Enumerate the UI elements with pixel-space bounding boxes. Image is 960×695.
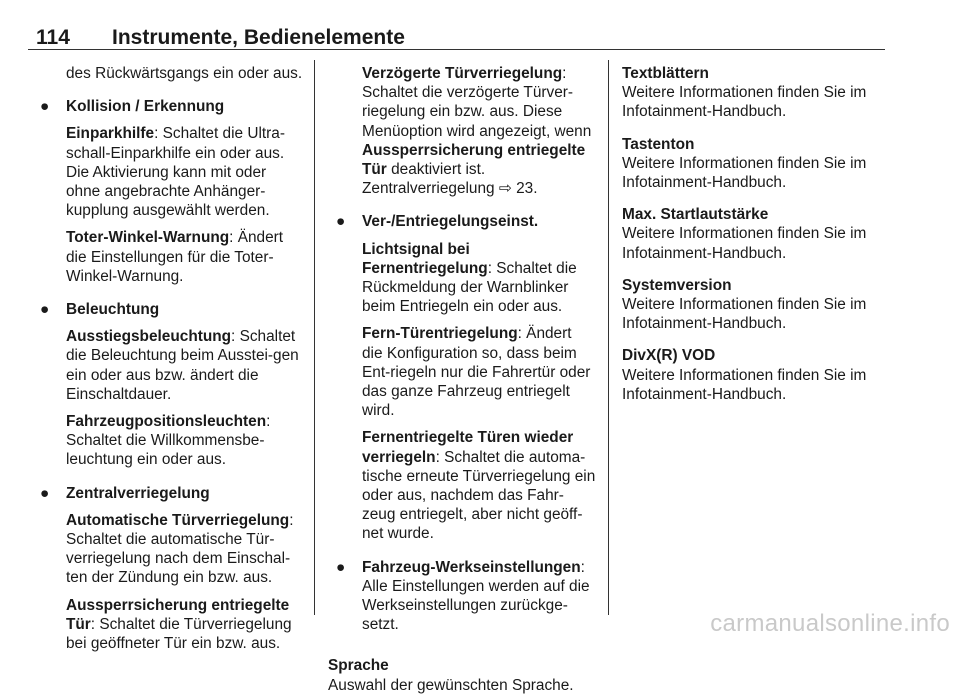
- page-reference-number: 23.: [511, 180, 538, 198]
- section-title: Systemversion: [622, 276, 732, 294]
- column-3: [622, 64, 884, 417]
- section-systemversion: [622, 276, 884, 334]
- section-tastenton: [622, 135, 884, 193]
- column-2: [328, 64, 596, 695]
- section-divx-vod: [622, 346, 884, 404]
- description: : Alle Einstellungen werden auf die Werkseinstellungen zurückge-setzt.: [362, 558, 590, 634]
- bullet-dot: ●: [336, 558, 346, 576]
- aussperrsicherung-text: [66, 596, 304, 654]
- bullet-dot: ●: [40, 98, 50, 116]
- section-max-startlautstaerke: [622, 205, 884, 263]
- ausstiegsbeleuchtung-text: [66, 327, 304, 404]
- toter-winkel-text: [66, 228, 304, 286]
- page-reference-icon: ⇨: [498, 180, 512, 198]
- intro-text: des Rückwärtsgangs ein oder aus.: [66, 65, 303, 82]
- term: Aussperrsicherung entriegelte Tür: [362, 141, 586, 179]
- watermark: carmanualsonline.info: [710, 610, 950, 637]
- term: Ausstiegsbeleuchtung: [66, 328, 232, 346]
- section-text: Weitere Informationen finden Sie im Infotainment-Handbuch.: [622, 84, 867, 121]
- bullet-zentralverriegelung: [32, 484, 304, 503]
- description: : Schaltet die Willkommensbe-leuchtung ein oder aus.: [66, 413, 271, 469]
- bullet-werkseinstellungen: [328, 558, 596, 635]
- automatische-tuerverriegelung-text: [66, 511, 304, 588]
- section-text: Auswahl der gewünschten Sprache.: [328, 676, 574, 694]
- description: : Schaltet die automa-tische erneute Türverriegelung ein oder aus, nachdem das Fahr-zeug entriegelt, aber nicht geöff-net wurde.: [362, 448, 596, 543]
- section-textblaettern: [622, 64, 884, 122]
- term: Fahrzeugpositionsleuchten: [66, 413, 267, 431]
- section-title: Tastenton: [622, 135, 695, 153]
- zentralverriegelung-items: [32, 511, 304, 653]
- term: Lichtsignal bei Fernentriegelung: [362, 240, 488, 277]
- beleuchtung-items: [32, 327, 304, 469]
- bullet-label: Beleuchtung: [66, 301, 160, 319]
- term: Toter-Winkel-Warnung: [66, 229, 230, 247]
- column-divider-2: [608, 60, 609, 615]
- description: : Schaltet die verzögerte Türver-riegelung ein bzw. aus. Diese Menüoption wird angezeigt, wenn: [362, 65, 592, 140]
- bullet-dot: ●: [40, 484, 50, 502]
- section-text: Weitere Informationen finden Sie im Infotainment-Handbuch.: [622, 225, 867, 262]
- einparkhilfe-text: [66, 124, 304, 220]
- section-title: Sprache: [328, 657, 389, 675]
- section-text: Weitere Informationen finden Sie im Infotainment-Handbuch.: [622, 296, 867, 333]
- description: : Ändert die Einstellungen für die Toter-Winkel-Warnung.: [66, 229, 284, 285]
- section-text: Weitere Informationen finden Sie im Infotainment-Handbuch.: [622, 366, 867, 403]
- description: : Schaltet die Beleuchtung beim Ausstei-gen ein oder aus bzw. ändert die Einschaltdauer.: [66, 328, 299, 403]
- term: Automatische Türverriegelung: [66, 511, 290, 529]
- page-number: 114: [36, 26, 70, 49]
- fahrzeugpositionsleuchten-text: [66, 412, 304, 470]
- bullet-dot: ●: [336, 213, 346, 231]
- column-divider-1: [314, 60, 315, 615]
- description: : Schaltet die Rückmeldung der Warnblinker beim Entriegeln ein oder aus.: [362, 259, 577, 316]
- entriegelungseinst-items: [328, 240, 596, 544]
- bullet-label: Zentralverriegelung: [66, 484, 210, 502]
- term: Verzögerte Türverriegelung: [362, 65, 563, 82]
- verzoegerte-tuerverriegelung-text: [362, 64, 596, 198]
- section-text: Weitere Informationen finden Sie im Infotainment-Handbuch.: [622, 154, 867, 192]
- bullet-label: Ver-/Entriegelungseinst.: [362, 213, 539, 231]
- description: : Schaltet die automatische Tür-verriegelung nach dem Einschal-ten der Zündung ein bzw. aus.: [66, 511, 294, 587]
- bullet-dot: ●: [40, 301, 50, 319]
- lichtsignal-text: [362, 240, 596, 317]
- page-title: Instrumente, Bedienelemente: [112, 26, 405, 49]
- section-title: Textblättern: [622, 65, 709, 82]
- section-title: DivX(R) VOD: [622, 347, 716, 365]
- continued-block: [328, 64, 596, 198]
- bullet-label: Kollision / Erkennung: [66, 98, 225, 116]
- sprache-section: [328, 656, 596, 694]
- term: Einparkhilfe: [66, 125, 155, 143]
- description: : Schaltet die Ultra-schall-Einparkhilfe ein oder aus. Die Aktivierung kann mit oder ohne angebrachte Anhänger-kupplung ausgewählt werden.: [66, 125, 285, 220]
- description: deaktiviert ist. Zentralverriegelung: [362, 161, 499, 198]
- term: Fern-Türentriegelung: [362, 325, 518, 343]
- bullet-kollision: [32, 97, 304, 116]
- section-title: Max. Startlautstärke: [622, 206, 769, 224]
- description: : Schaltet die Türverriegelung bei geöffneter Tür ein bzw. aus.: [66, 615, 292, 653]
- intro-block: [32, 64, 304, 83]
- description: : Ändert die Konfiguration so, dass beim Ent-riegeln nur die Fahrertür oder das ganze Fahrzeug entriegelt wird.: [362, 325, 591, 420]
- term: Aussperrsicherung entriegelte Tür: [66, 596, 290, 633]
- column-1: [32, 64, 304, 667]
- fern-tuerentriegelung-text: [362, 324, 596, 420]
- kollision-items: [32, 124, 304, 286]
- header-rule: [28, 49, 885, 50]
- bullet-label: Fahrzeug-Werkseinstellungen: [362, 558, 581, 576]
- fernentriegelte-tueren-text: [362, 428, 596, 543]
- term: Fernentriegelte Türen wieder verriegeln: [362, 429, 574, 466]
- bullet-entriegelungseinst: [328, 212, 596, 231]
- bullet-beleuchtung: [32, 300, 304, 319]
